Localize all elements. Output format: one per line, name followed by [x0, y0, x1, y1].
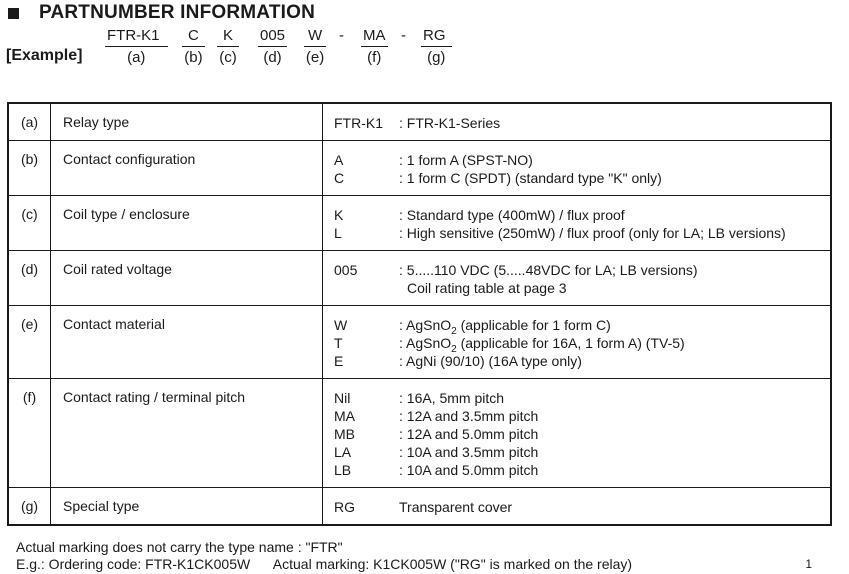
option-item: [334, 224, 830, 242]
option-code: E: [334, 353, 344, 369]
example-part-c: [217, 27, 239, 68]
option-text: : 12A and 3.5mm pitch: [399, 408, 539, 424]
option-item: [334, 206, 830, 224]
bullet-square-icon: [8, 8, 19, 19]
option-text: : 1 form A (SPST-NO): [399, 152, 533, 168]
footer-line: Actual marking does not carry the type name : "FTR": [16, 539, 343, 555]
row-options: [323, 306, 832, 379]
option-item: [334, 443, 830, 461]
option-item: [334, 279, 830, 297]
example-letter: (a): [127, 49, 146, 66]
option-code: LA: [334, 444, 352, 460]
table-row: [8, 196, 831, 251]
row-letter: (f): [8, 379, 51, 488]
option-text: : 10A and 3.5mm pitch: [399, 444, 539, 460]
example-letter: (f): [367, 49, 382, 66]
section-heading: [8, 0, 315, 26]
row-options: [323, 379, 832, 488]
option-text: : 5.....110 VDC (5.....48VDC for LA; LB versions): [399, 262, 698, 278]
option-text-main: : AgSnO: [399, 335, 452, 351]
row-description: Coil type / enclosure: [51, 196, 323, 251]
option-code: LB: [334, 462, 352, 478]
example-letter: (b): [184, 49, 203, 66]
option-text: : FTR-K1-Series: [399, 115, 501, 131]
row-letter: (e): [8, 306, 51, 379]
option-text-rest: (applicable for 1 form C): [456, 317, 611, 333]
example-code: K: [217, 27, 239, 47]
example-code: 005: [258, 27, 287, 47]
subscript: 2: [451, 343, 457, 355]
example-letter: (d): [263, 49, 282, 66]
option-text: : High sensitive (250mW) / flux proof (only for LA; LB versions): [399, 225, 786, 241]
option-code: [334, 279, 407, 297]
option-text: Transparent cover: [399, 499, 513, 515]
subscript: 2: [451, 325, 457, 337]
example-part-a: [105, 27, 168, 68]
option-code: L: [334, 225, 342, 241]
option-code: 005: [334, 262, 358, 278]
example-part-g: [421, 27, 452, 68]
row-options: [323, 103, 832, 141]
footer-notes: [16, 539, 632, 573]
option-code: RG: [334, 499, 355, 515]
option-text: : AgNi (90/10) (16A type only): [399, 353, 582, 369]
row-options: [323, 196, 832, 251]
option-text: : Standard type (400mW) / flux proof: [399, 207, 625, 223]
option-text: : 16A, 5mm pitch: [399, 390, 505, 406]
option-text-rest: (applicable for 16A, 1 form A) (TV-5): [456, 335, 685, 351]
example-part-e: [304, 27, 326, 68]
example-code: FTR-K1: [105, 27, 168, 47]
option-code: C: [334, 170, 345, 186]
option-code: W: [334, 317, 348, 333]
option-item: [334, 352, 830, 370]
row-options: [323, 488, 832, 526]
option-text: : 12A and 5.0mm pitch: [399, 426, 539, 442]
row-description: Coil rated voltage: [51, 251, 323, 306]
option-code: Nil: [334, 390, 351, 406]
example-part-d: [258, 27, 287, 68]
example-letter: (e): [305, 49, 325, 66]
example-letter: (g): [427, 49, 446, 66]
option-item: [334, 461, 830, 479]
option-item: [334, 114, 830, 132]
row-description: Contact configuration: [51, 141, 323, 196]
table-row: [8, 488, 831, 526]
example-dash: -: [401, 27, 406, 44]
row-description: Special type: [51, 488, 323, 526]
table-row: [8, 103, 831, 141]
option-text-main: : AgSnO: [399, 317, 452, 333]
option-text: Coil rating table at page 3: [407, 280, 567, 296]
option-code: MA: [334, 408, 355, 424]
option-item: [334, 407, 830, 425]
option-code: A: [334, 152, 344, 168]
example-code: C: [182, 27, 205, 47]
table-row: [8, 251, 831, 306]
option-code: FTR-K1: [334, 115, 383, 131]
table-row: [8, 306, 831, 379]
table-row: [8, 141, 831, 196]
option-item: [334, 151, 830, 169]
option-item: [334, 169, 830, 187]
option-item: [334, 334, 830, 355]
example-code: MA: [361, 27, 388, 47]
row-letter: (g): [8, 488, 51, 526]
option-item: [334, 316, 830, 337]
example-part-f: [361, 27, 388, 68]
row-letter: (a): [8, 103, 51, 141]
row-letter: (b): [8, 141, 51, 196]
option-code: T: [334, 335, 343, 351]
option-code: K: [334, 207, 344, 223]
row-options: [323, 141, 832, 196]
example-dash: -: [339, 27, 344, 44]
option-item: [334, 389, 830, 407]
option-text: [399, 316, 830, 337]
page-number: 1: [805, 557, 812, 571]
example-code: W: [304, 27, 326, 47]
example-part-b: [182, 27, 205, 68]
partnumber-table: [7, 102, 832, 526]
example-code: RG: [421, 27, 452, 47]
table-row: [8, 379, 831, 488]
option-text: : 1 form C (SPDT) (standard type "K" only): [399, 170, 662, 186]
row-options: [323, 251, 832, 306]
option-code: MB: [334, 426, 355, 442]
example-label: [Example]: [6, 47, 83, 64]
row-letter: (d): [8, 251, 51, 306]
option-item: [334, 498, 830, 516]
example-letter: (c): [219, 49, 237, 66]
option-item: [334, 425, 830, 443]
row-description: Relay type: [51, 103, 323, 141]
option-text: [399, 334, 830, 355]
footer-line: E.g.: Ordering code: FTR-K1CK005W Actual marking: K1CK005W ("RG" is marked on the relay): [16, 556, 633, 572]
row-letter: (c): [8, 196, 51, 251]
row-description: Contact rating / terminal pitch: [51, 379, 323, 488]
option-text: : 10A and 5.0mm pitch: [399, 462, 539, 478]
heading-text: PARTNUMBER INFORMATION: [39, 2, 316, 23]
row-description: Contact material: [51, 306, 323, 379]
option-item: [334, 261, 830, 279]
